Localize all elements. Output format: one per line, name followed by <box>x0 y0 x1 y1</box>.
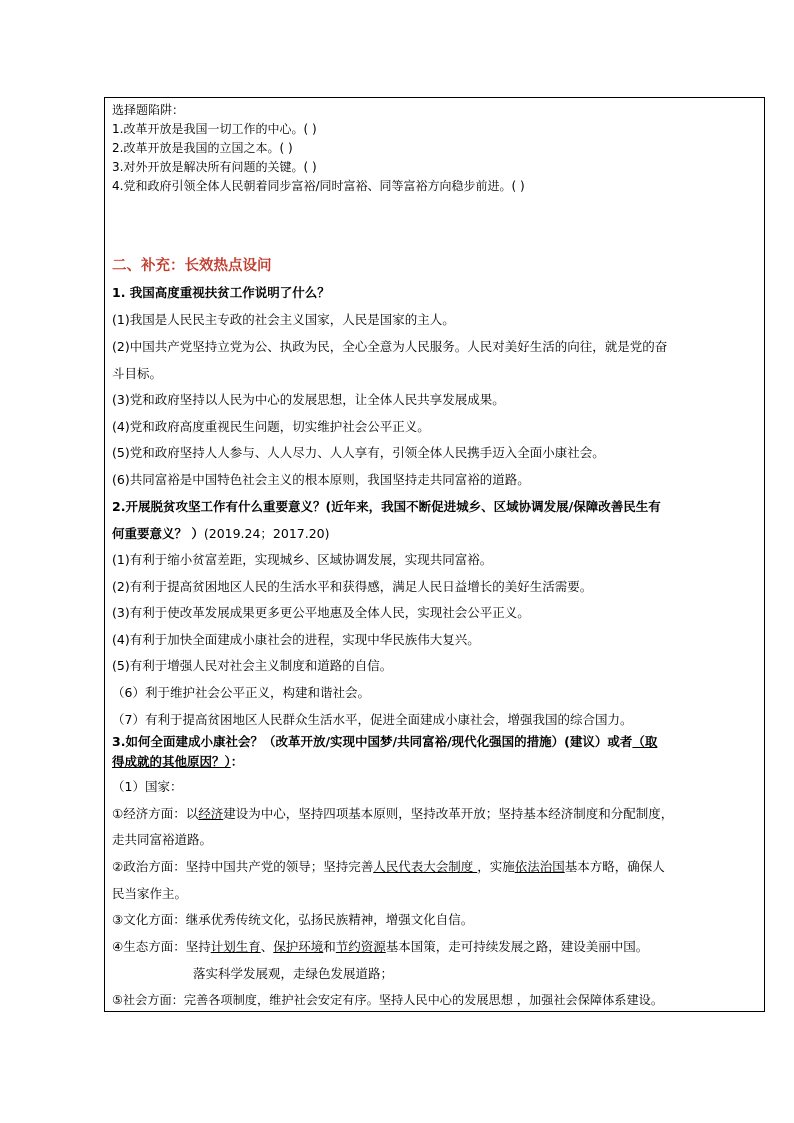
q3-title-a <box>112 734 657 750</box>
q2-title-b-ref: (2019.24；2017.20) <box>203 526 330 541</box>
q3-pol-underlined-1: 人民代表大会制度 <box>373 859 478 874</box>
q2-title-b-bold: 何重要意义？ ） <box>112 526 204 541</box>
q1-line-1: (1)我国是人民民主专政的社会主义国家，人民是国家的主人。 <box>112 312 455 327</box>
q2-line-5: (5)有利于增强人民对社会主义制度和道路的自信。 <box>112 658 393 673</box>
trap-item-2: 2.改革开放是我国的立国之本。( ) <box>112 141 293 155</box>
q1-title: 1. 我国高度重视扶贫工作说明了什么？ <box>112 285 330 300</box>
q2-title-b <box>112 526 330 542</box>
q3-title-b-underlined: 得成就的其他原因？） <box>112 754 231 769</box>
q2-line-6: （6）利于维护社会公平正义，构建和谐社会。 <box>112 685 370 700</box>
q3-eco-line-2: 落实科学发展观，走绿色发展道路； <box>193 966 394 981</box>
q3-eco-underlined-3: 节约资源 <box>335 939 386 954</box>
q3-title-b-tail: ： <box>230 754 244 769</box>
q3-econ-line-1 <box>112 806 673 822</box>
section-title: 二、补充：长效热点设问 <box>112 258 272 274</box>
q2-line-7: （7）有利于提高贫困地区人民群众生活水平，促进全面建成小康社会，增强我国的综合国力。 <box>112 712 633 727</box>
q2-line-1: (1)有利于缩小贫富差距，实现城乡、区域协调发展，实现共同富裕。 <box>112 552 493 567</box>
q3-pol-underlined-2: 依法治国 <box>514 859 565 874</box>
q3-pol-text-1: ②政治方面：坚持中国共产党的领导；坚持完善 <box>112 859 374 874</box>
q3-eco-text-1: ④生态方面：坚持 <box>112 939 211 954</box>
q3-eco-text-3: 和 <box>323 939 336 954</box>
q3-econ-text-1: ①经济方面：以 <box>112 806 199 821</box>
q1-line-7: (6)共同富裕是中国特色社会主义的根本原则，我国坚持走共同富裕的道路。 <box>112 472 530 487</box>
q1-line-2: (2)中国共产党坚持立党为公、执政为民，全心全意为人民服务。人民对美好生活的向往，就是党的奋 <box>112 339 668 354</box>
q3-pol-text-3: 基本方略，确保人 <box>564 859 665 874</box>
q3-title-a-text: 3.如何全面建成小康社会？（改革开放/实现中国梦/共同富裕/现代化强国的措施）(建议）或者 <box>112 734 633 749</box>
q1-line-6: (5)党和政府坚持人人参与、人人尽力、人人享有，引领全体人民携手迈入全面小康社会。 <box>112 445 605 460</box>
q3-econ-text-2: 建设为中心，坚持四项基本原则，坚持改革开放；坚持基本经济制度和分配制度， <box>223 806 674 821</box>
q3-soc-line: ⑤社会方面：完善各项制度，维护社会安定有序。坚持人民中心的发展思想 ，加强社会保障体系建设。 <box>112 993 664 1007</box>
q3-pol-line-1 <box>112 859 665 875</box>
q3-eco-line-1 <box>112 939 648 955</box>
q3-eco-underlined-1: 计划生育 <box>210 939 261 954</box>
q3-econ-underlined: 经济 <box>198 806 224 821</box>
trap-item-1: 1.改革开放是我国一切工作的中心。( ) <box>112 122 317 136</box>
q3-title-b <box>112 754 243 770</box>
q1-line-5: (4)党和政府高度重视民生问题，切实维护社会公平正义。 <box>112 419 430 434</box>
trap-item-3: 3.对外开放是解决所有问题的关键。( ) <box>112 160 317 174</box>
q3-eco-text-2: 、 <box>260 939 274 954</box>
q2-line-4: (4)有利于加快全面建成小康社会的进程，实现中华民族伟大复兴。 <box>112 632 480 647</box>
q1-line-4: (3)党和政府坚持以人民为中心的发展思想，让全体人民共享发展成果。 <box>112 392 505 407</box>
q1-line-3: 斗目标。 <box>112 366 163 381</box>
q2-line-2: (2)有利于提高贫困地区人民的生活水平和获得感，满足人民日益增长的美好生活需要。 <box>112 579 593 594</box>
q3-eco-text-4: 基本国策，走可持续发展之路，建设美丽中国。 <box>385 939 649 954</box>
trap-item-4: 4.党和政府引领全体人民朝着同步富裕/同时富裕、同等富裕方向稳步前进。( ) <box>112 179 525 193</box>
traps-heading: 选择题陷阱： <box>112 103 185 117</box>
q3-cult-line: ③文化方面：继承优秀传统文化，弘扬民族精神，增强文化自信。 <box>112 912 474 927</box>
q3-sub-heading: （1）国家： <box>112 779 183 794</box>
q3-econ-line-2: 走共同富裕道路。 <box>112 832 213 847</box>
q3-pol-line-2: 民当家作主。 <box>112 886 188 901</box>
q2-title-a: 2.开展脱贫攻坚工作有什么重要意义？(近年来，我国不断促进城乡、区域协调发展/保障改善民生有 <box>112 499 661 514</box>
q2-line-3: (3)有利于使改革发展成果更多更公平地惠及全体人民，实现社会公平正义。 <box>112 605 530 620</box>
q3-pol-text-2: ，实施 <box>477 859 515 874</box>
q3-eco-underlined-2: 保护环境 <box>273 939 324 954</box>
q3-title-a-underlined: （取 <box>632 734 658 749</box>
